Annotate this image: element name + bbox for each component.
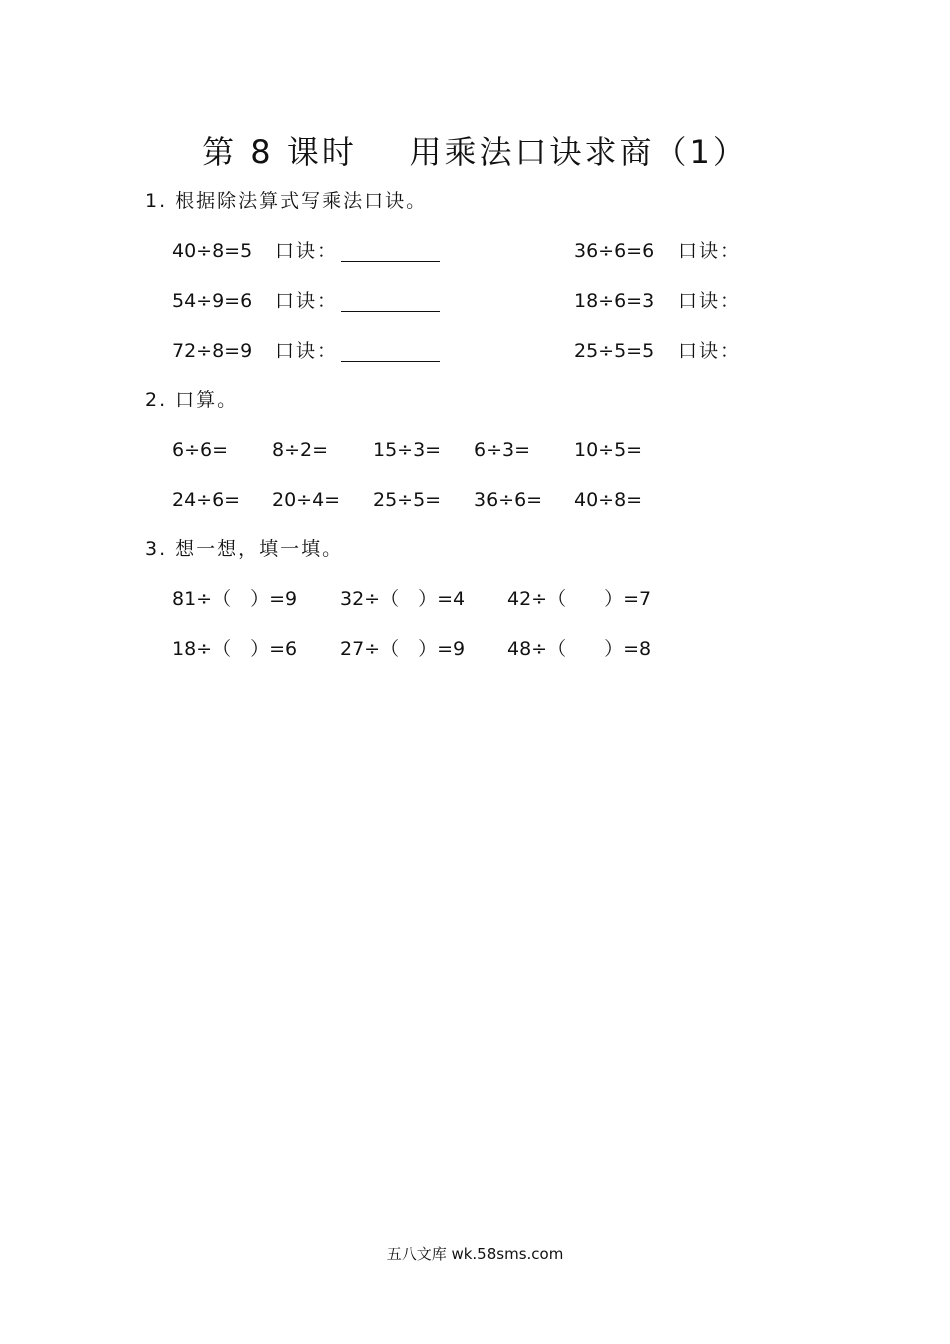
- q1-equation: 40÷8=5: [172, 240, 253, 262]
- q1-answer-blank[interactable]: [341, 261, 440, 262]
- q2-problem: 6÷6=: [172, 439, 229, 461]
- q3-problem: 32÷（ ）=4: [340, 588, 466, 610]
- q2-problem: 24÷6=: [172, 489, 241, 511]
- q1-equation: 25÷5=5: [574, 340, 655, 362]
- q1-mnemonic-label: 口诀：: [678, 290, 742, 312]
- q1-mnemonic-label: 口诀：: [275, 290, 339, 312]
- q2-problem: 40÷8=: [574, 489, 643, 511]
- q3-problem: 18÷（ ）=6: [172, 638, 298, 660]
- q2-problem: 20÷4=: [272, 489, 341, 511]
- q2-row-2: [0, 485, 950, 515]
- q1-mnemonic-label: 口诀：: [275, 240, 339, 262]
- q1-answer-blank[interactable]: [341, 311, 440, 312]
- q2-problem: 6÷3=: [474, 439, 531, 461]
- q2-problem: 8÷2=: [272, 439, 329, 461]
- q3-row-1: [0, 584, 950, 614]
- q3-problem: 27÷（ ）=9: [340, 638, 466, 660]
- question-2-heading: 2. 口算。: [145, 389, 239, 411]
- q2-problem: 36÷6=: [474, 489, 543, 511]
- q1-row-1: [0, 236, 950, 266]
- q2-problem: 25÷5=: [373, 489, 442, 511]
- q1-row-3: [0, 336, 950, 366]
- q1-answer-blank[interactable]: [341, 361, 440, 362]
- q1-equation: 72÷8=9: [172, 340, 253, 362]
- page-title: 第 8 课时 用乘法口诀求商（1）: [202, 133, 748, 171]
- q1-mnemonic-label: 口诀：: [275, 340, 339, 362]
- q1-equation: 36÷6=6: [574, 240, 655, 262]
- q3-problem: 48÷（ ）=8: [507, 638, 652, 660]
- q2-problem: 10÷5=: [574, 439, 643, 461]
- question-1-heading: 1. 根据除法算式写乘法口诀。: [145, 190, 428, 212]
- q2-problem: 15÷3=: [373, 439, 442, 461]
- q1-equation: 18÷6=3: [574, 290, 655, 312]
- q1-mnemonic-label: 口诀：: [678, 340, 742, 362]
- question-3-heading: 3. 想一想，填一填。: [145, 538, 344, 560]
- q3-row-2: [0, 634, 950, 664]
- q3-problem: 81÷（ ）=9: [172, 588, 298, 610]
- q1-mnemonic-label: 口诀：: [678, 240, 742, 262]
- q1-row-2: [0, 286, 950, 316]
- q2-row-1: [0, 435, 950, 465]
- q3-problem: 42÷（ ）=7: [507, 588, 652, 610]
- page-footer: 五八文库 wk.58sms.com: [386, 1245, 564, 1263]
- q1-equation: 54÷9=6: [172, 290, 253, 312]
